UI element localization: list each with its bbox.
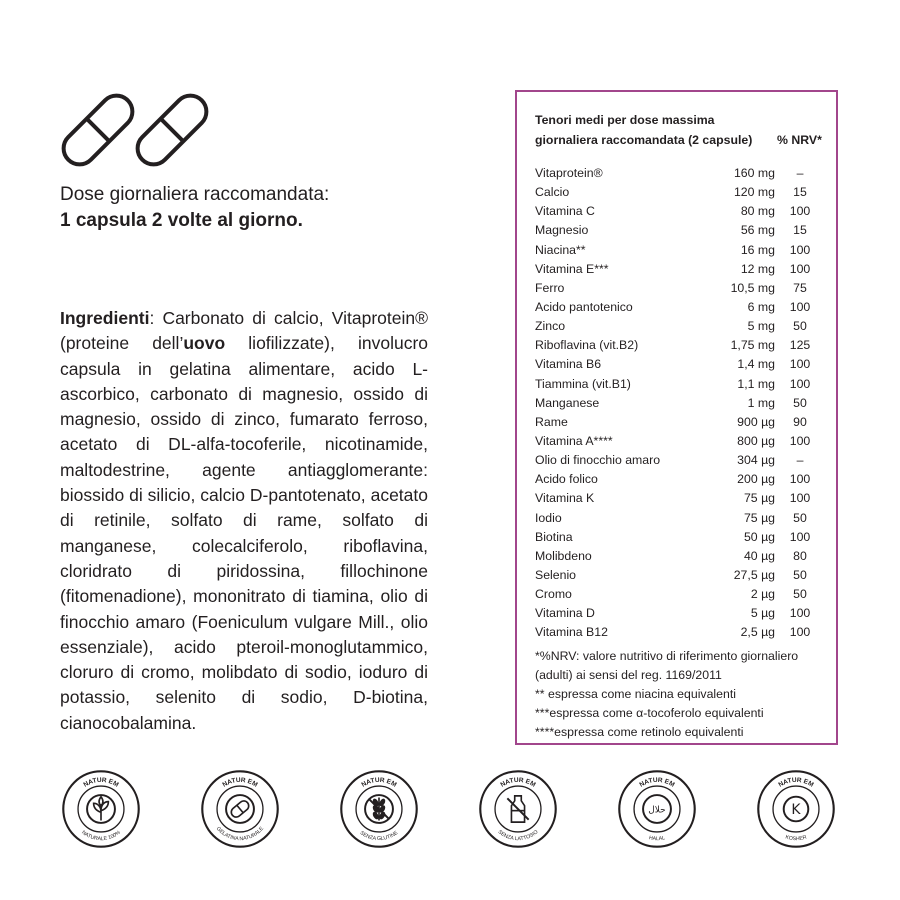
nutrient-nrv: 15 [793, 185, 807, 200]
table-row [535, 432, 835, 451]
nutrient-name: Vitamina B6 [535, 357, 602, 372]
nutrient-amount: 1,4 mg [737, 357, 775, 372]
table-row [535, 585, 835, 604]
table-row [535, 623, 835, 642]
badge-bottom-text: KOSHER [784, 834, 808, 843]
nutrient-nrv: 15 [793, 223, 807, 238]
nutrient-amount: 40 µg [743, 548, 775, 563]
table-row [535, 202, 835, 221]
nutrient-nrv: 100 [789, 357, 811, 372]
nutrient-amount: 1,75 mg [730, 338, 775, 353]
table-header-line1: Tenori medi per dose massima [535, 113, 715, 127]
badge-top-text: NATUR EM [777, 776, 815, 789]
nutrient-name: Olio di finocchio amaro [535, 453, 661, 468]
nutrient-name: Rame [535, 414, 568, 429]
nutrient-name: Tiammina (vit.B1) [535, 376, 631, 391]
nutrient-name: Selenio [535, 567, 577, 582]
table-row [535, 566, 835, 585]
nutrient-name: Vitamina B12 [535, 625, 608, 640]
plant-icon [87, 795, 115, 823]
nutrient-name: Vitaprotein® [535, 166, 603, 180]
ingredients-text [60, 306, 428, 736]
table-row [535, 183, 835, 202]
badge-bottom-text: HALAL [648, 835, 666, 843]
badge-top-text: NATUR EM [638, 776, 676, 789]
table-header-nrv: % NRV* [777, 133, 822, 147]
nutrient-amount: 12 mg [740, 261, 775, 276]
nutrient-nrv: 100 [789, 376, 811, 391]
certification-badges [60, 768, 840, 858]
nutrient-nrv: 50 [793, 395, 807, 410]
nutrient-nrv: 50 [793, 319, 807, 334]
nutrient-amount: 1 mg [747, 395, 775, 410]
nutrient-nrv: 100 [789, 433, 811, 448]
ingredients-part2: liofilizzate), involucro capsula in gelatina alimentare, acido L-ascorbico, carbonato di magnesio, ossido di magnesio, ossido di zinco, fumarato ferroso, acetato di DL-alfa-tocoferile, nicotinamide, maltodestrine, agente antiagglomerante: biossido di silicio, calcio D-pantotenato, acetato di retinile, solfato di rame, solfato di manganese, colecalciferolo, riboflavina, cloridrato di piridossina, fillochinone (fitomenadione), mononitrato di tiamina, olio di finocchio amaro (Foeniculum vulgare Mill., olio essenziale), acido pteroil-monoglutammico, cloruro di cromo, molibdato di sodio, ioduro di potassio, selenito di sodio, D-biotina, cianocobalamina. [60, 333, 429, 733]
nutrient-amount: 2 µg [750, 587, 775, 602]
ingredients-allergen: uovo [183, 333, 226, 354]
table-row [535, 279, 835, 298]
nutrient-amount: 800 µg [737, 433, 775, 448]
nutrient-name: Zinco [535, 319, 566, 334]
nutrient-amount: 80 mg [740, 204, 775, 219]
badge-bottom-text: SENZA GLUTINE [358, 830, 400, 843]
daily-dose [60, 182, 460, 234]
dose-instruction: 1 capsula 2 volte al giorno. [60, 210, 303, 231]
badge-halal [616, 768, 698, 850]
nutrient-name: Acido pantotenico [535, 299, 633, 314]
table-note: ** espressa come niacina equivalenti [535, 687, 736, 701]
nutrient-name: Vitamina E*** [535, 261, 609, 276]
nutrient-amount: 2,5 µg [740, 625, 775, 640]
nutrient-name: Riboflavina (vit.B2) [535, 338, 639, 353]
nutrient-name: Calcio [535, 185, 570, 200]
table-rows [535, 164, 835, 643]
nutrient-name: Niacina** [535, 242, 586, 257]
nutrient-name: Iodio [535, 510, 562, 525]
nutrient-nrv: 50 [793, 510, 807, 525]
nutrient-amount: 5 mg [747, 319, 775, 334]
table-row [535, 221, 835, 240]
table-notes [535, 647, 835, 742]
nutrient-name: Vitamina A**** [535, 433, 613, 448]
table-row [535, 470, 835, 489]
badge-top-text: NATUR EM [82, 776, 120, 789]
nutrient-nrv: 90 [793, 414, 807, 429]
nutrient-name: Molibdeno [535, 548, 592, 563]
table-row [535, 375, 835, 394]
nutrient-amount: 304 µg [737, 453, 775, 468]
nutrient-name: Biotina [535, 529, 573, 544]
nutrient-nrv: 100 [789, 472, 811, 487]
nutrient-nrv: 100 [789, 529, 811, 544]
badge-symbol: K [791, 801, 801, 818]
badge-top-text: NATUR EM [499, 776, 537, 789]
nutrient-name: Cromo [535, 587, 572, 602]
nutrient-name: Acido folico [535, 472, 598, 487]
table-row [535, 336, 835, 355]
badge-bottom-text: NATURALE 100% [80, 829, 122, 843]
ingredients-label: Ingredienti [60, 308, 150, 328]
table-row [535, 298, 835, 317]
nutrient-amount: 50 µg [743, 529, 775, 544]
table-row [535, 413, 835, 432]
table-row [535, 528, 835, 547]
badge-top-text: NATUR EM [221, 776, 259, 789]
nutrient-name: Magnesio [535, 223, 589, 238]
table-note: ***espressa come α-tocoferolo equivalenti [535, 706, 764, 720]
badge-naturale-100 [60, 768, 142, 850]
table-row [535, 451, 835, 470]
table-header [535, 110, 835, 150]
nutrient-amount: 200 µg [737, 472, 775, 487]
nutrient-nrv: 100 [789, 625, 811, 640]
capsule-icon [226, 795, 254, 823]
nutrient-amount: 27,5 µg [733, 567, 775, 582]
nutrient-amount: 900 µg [737, 414, 775, 429]
nutrient-amount: 75 µg [743, 510, 775, 525]
table-row [535, 260, 835, 279]
table-row [535, 394, 835, 413]
nutrient-nrv: 50 [793, 587, 807, 602]
badge-bottom-text: GELATINA NATURALE [214, 825, 266, 843]
table-row [535, 489, 835, 508]
badge-top-text: NATUR EM [360, 776, 398, 789]
nutrient-amount: 16 mg [740, 242, 775, 257]
dose-label: Dose giornaliera raccomandata: [60, 184, 330, 205]
nutrient-nrv: – [796, 453, 804, 468]
table-row [535, 509, 835, 528]
nutrient-nrv: 100 [789, 299, 811, 314]
nutrient-nrv: 75 [793, 280, 807, 295]
nutrient-amount: 10,5 mg [730, 280, 775, 295]
nutrient-nrv: – [796, 166, 804, 180]
nutrient-amount: 160 mg [733, 166, 775, 180]
nutrient-nrv: 125 [789, 338, 811, 353]
nutrient-nrv: 100 [789, 242, 811, 257]
table-note: *%NRV: valore nutritivo di riferimento giornaliero (adulti) ai sensi del reg. 1169/2011 [535, 649, 799, 682]
table-note: ****espressa come retinolo equivalenti [535, 725, 744, 739]
nutrition-table [515, 90, 838, 745]
nutrient-name: Ferro [535, 280, 565, 295]
nutrient-name: Vitamina K [535, 491, 595, 506]
capsules-icon [60, 90, 220, 170]
nutrient-amount: 6 mg [747, 299, 775, 314]
nutrient-name: Manganese [535, 395, 600, 410]
badge-symbol: حلال [648, 805, 666, 816]
table-header-line2: giornaliera raccomandata (2 capsule) [535, 133, 753, 147]
badge-gelatina-naturale [199, 768, 281, 850]
table-row [535, 604, 835, 623]
table-row [535, 547, 835, 566]
nutrient-nrv: 80 [793, 548, 807, 563]
badge-bottom-text: SENZA LATTOSIO [496, 829, 540, 843]
nutrient-amount: 56 mg [740, 223, 775, 238]
nutrient-nrv: 100 [789, 204, 811, 219]
nutrient-name: Vitamina C [535, 204, 595, 219]
badge-senza-glutine [338, 768, 420, 850]
table-row [535, 317, 835, 336]
nutrient-name: Vitamina D [535, 606, 595, 621]
nutrient-nrv: 100 [789, 491, 811, 506]
ingredients-part1: : Carbonato di calcio, Vitaprotein® (proteine dell’ [60, 308, 428, 354]
table-row [535, 355, 835, 374]
nutrient-nrv: 50 [793, 567, 807, 582]
nutrient-amount: 5 µg [750, 606, 775, 621]
nutrient-nrv: 100 [789, 261, 811, 276]
table-row [535, 164, 835, 183]
nutrient-amount: 1,1 mg [737, 376, 775, 391]
badge-senza-lattosio [477, 768, 559, 850]
wheat-crossed-icon [365, 795, 393, 823]
nutrient-amount: 120 mg [733, 185, 775, 200]
milk-bottle-crossed-icon [507, 796, 528, 822]
badge-kosher [755, 768, 837, 850]
nutrient-nrv: 100 [789, 606, 811, 621]
table-row [535, 241, 835, 260]
nutrient-amount: 75 µg [743, 491, 775, 506]
